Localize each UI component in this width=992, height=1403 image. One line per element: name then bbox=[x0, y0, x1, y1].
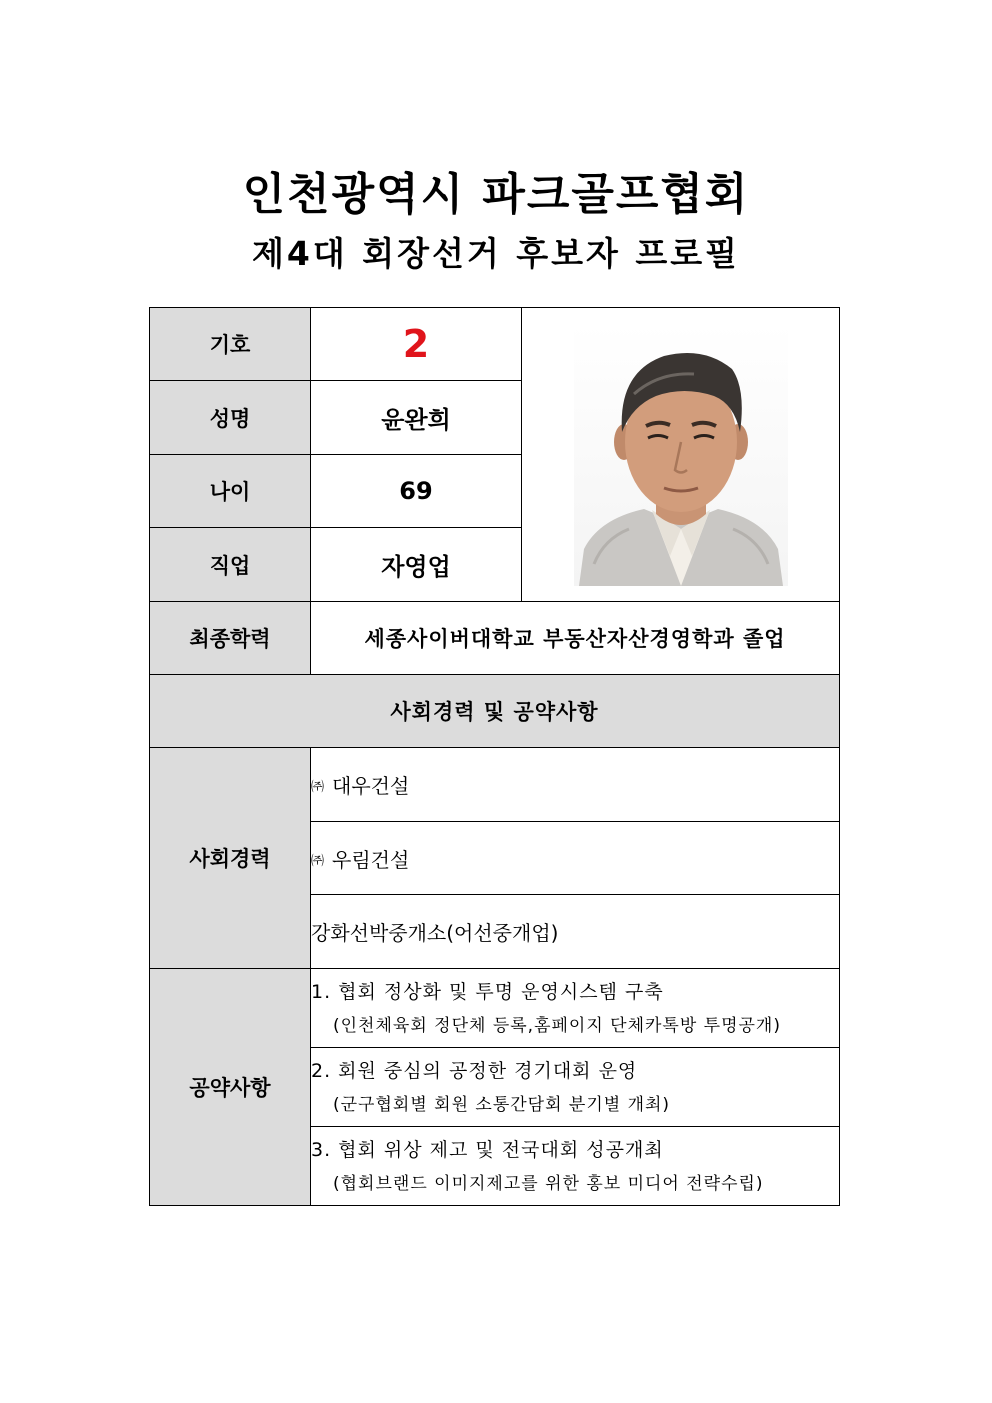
career-item bbox=[311, 895, 840, 969]
career-label: 사회경력 bbox=[150, 748, 311, 969]
candidate-portrait-icon bbox=[574, 324, 788, 586]
pledge-sub: (인천체육회 정단체 등록,홈페이지 단체카톡방 투명공개) bbox=[333, 1016, 781, 1036]
name-label: 성명 bbox=[150, 381, 311, 455]
pledge-main: 3. 협회 위상 제고 및 전국대회 성공개최 bbox=[311, 1139, 664, 1161]
pledge-sub: (군구협회별 회원 소통간담회 분기별 개최) bbox=[333, 1095, 671, 1115]
pledge-item bbox=[311, 1127, 840, 1206]
pledge-sub: (협회브랜드 이미지제고를 위한 홍보 미디어 전략수립) bbox=[333, 1174, 764, 1194]
education-label: 최종학력 bbox=[150, 602, 311, 675]
job-value: 자영업 bbox=[311, 528, 522, 602]
career-item-text: 강화선박중개소(어선중개업) bbox=[311, 921, 559, 945]
career-item-text: 우림건설 bbox=[332, 847, 410, 872]
career-item-text: 대우건설 bbox=[332, 774, 410, 798]
corp-mark: ㈜ bbox=[311, 853, 325, 869]
page-title: 인천광역시 파크골프협회 bbox=[242, 169, 750, 220]
page-subtitle: 제4대 회장선거 후보자 프로필 bbox=[252, 234, 740, 273]
age-value: 69 bbox=[311, 455, 522, 528]
job-label: 직업 bbox=[150, 528, 311, 602]
corp-mark: ㈜ bbox=[311, 780, 325, 795]
pledge-item bbox=[311, 1048, 840, 1127]
career-item bbox=[311, 748, 840, 822]
pledges-label: 공약사항 bbox=[150, 969, 311, 1206]
pledge-item bbox=[311, 969, 840, 1048]
career-item bbox=[311, 822, 840, 895]
photo-cell bbox=[522, 308, 840, 602]
education-value: 세종사이버대학교 부동산자산경영학과 졸업 bbox=[311, 602, 840, 675]
symbol-label: 기호 bbox=[150, 308, 311, 381]
pledge-main: 2. 회원 중심의 공정한 경기대회 운영 bbox=[311, 1060, 638, 1082]
symbol-number: 2 bbox=[311, 308, 522, 381]
pledge-main: 1. 협회 정상화 및 투명 운영시스템 구축 bbox=[311, 981, 664, 1003]
section-title: 사회경력 및 공약사항 bbox=[150, 675, 840, 748]
age-label: 나이 bbox=[150, 455, 311, 528]
name-value: 윤완희 bbox=[311, 381, 522, 455]
candidate-profile-table bbox=[149, 307, 840, 1206]
